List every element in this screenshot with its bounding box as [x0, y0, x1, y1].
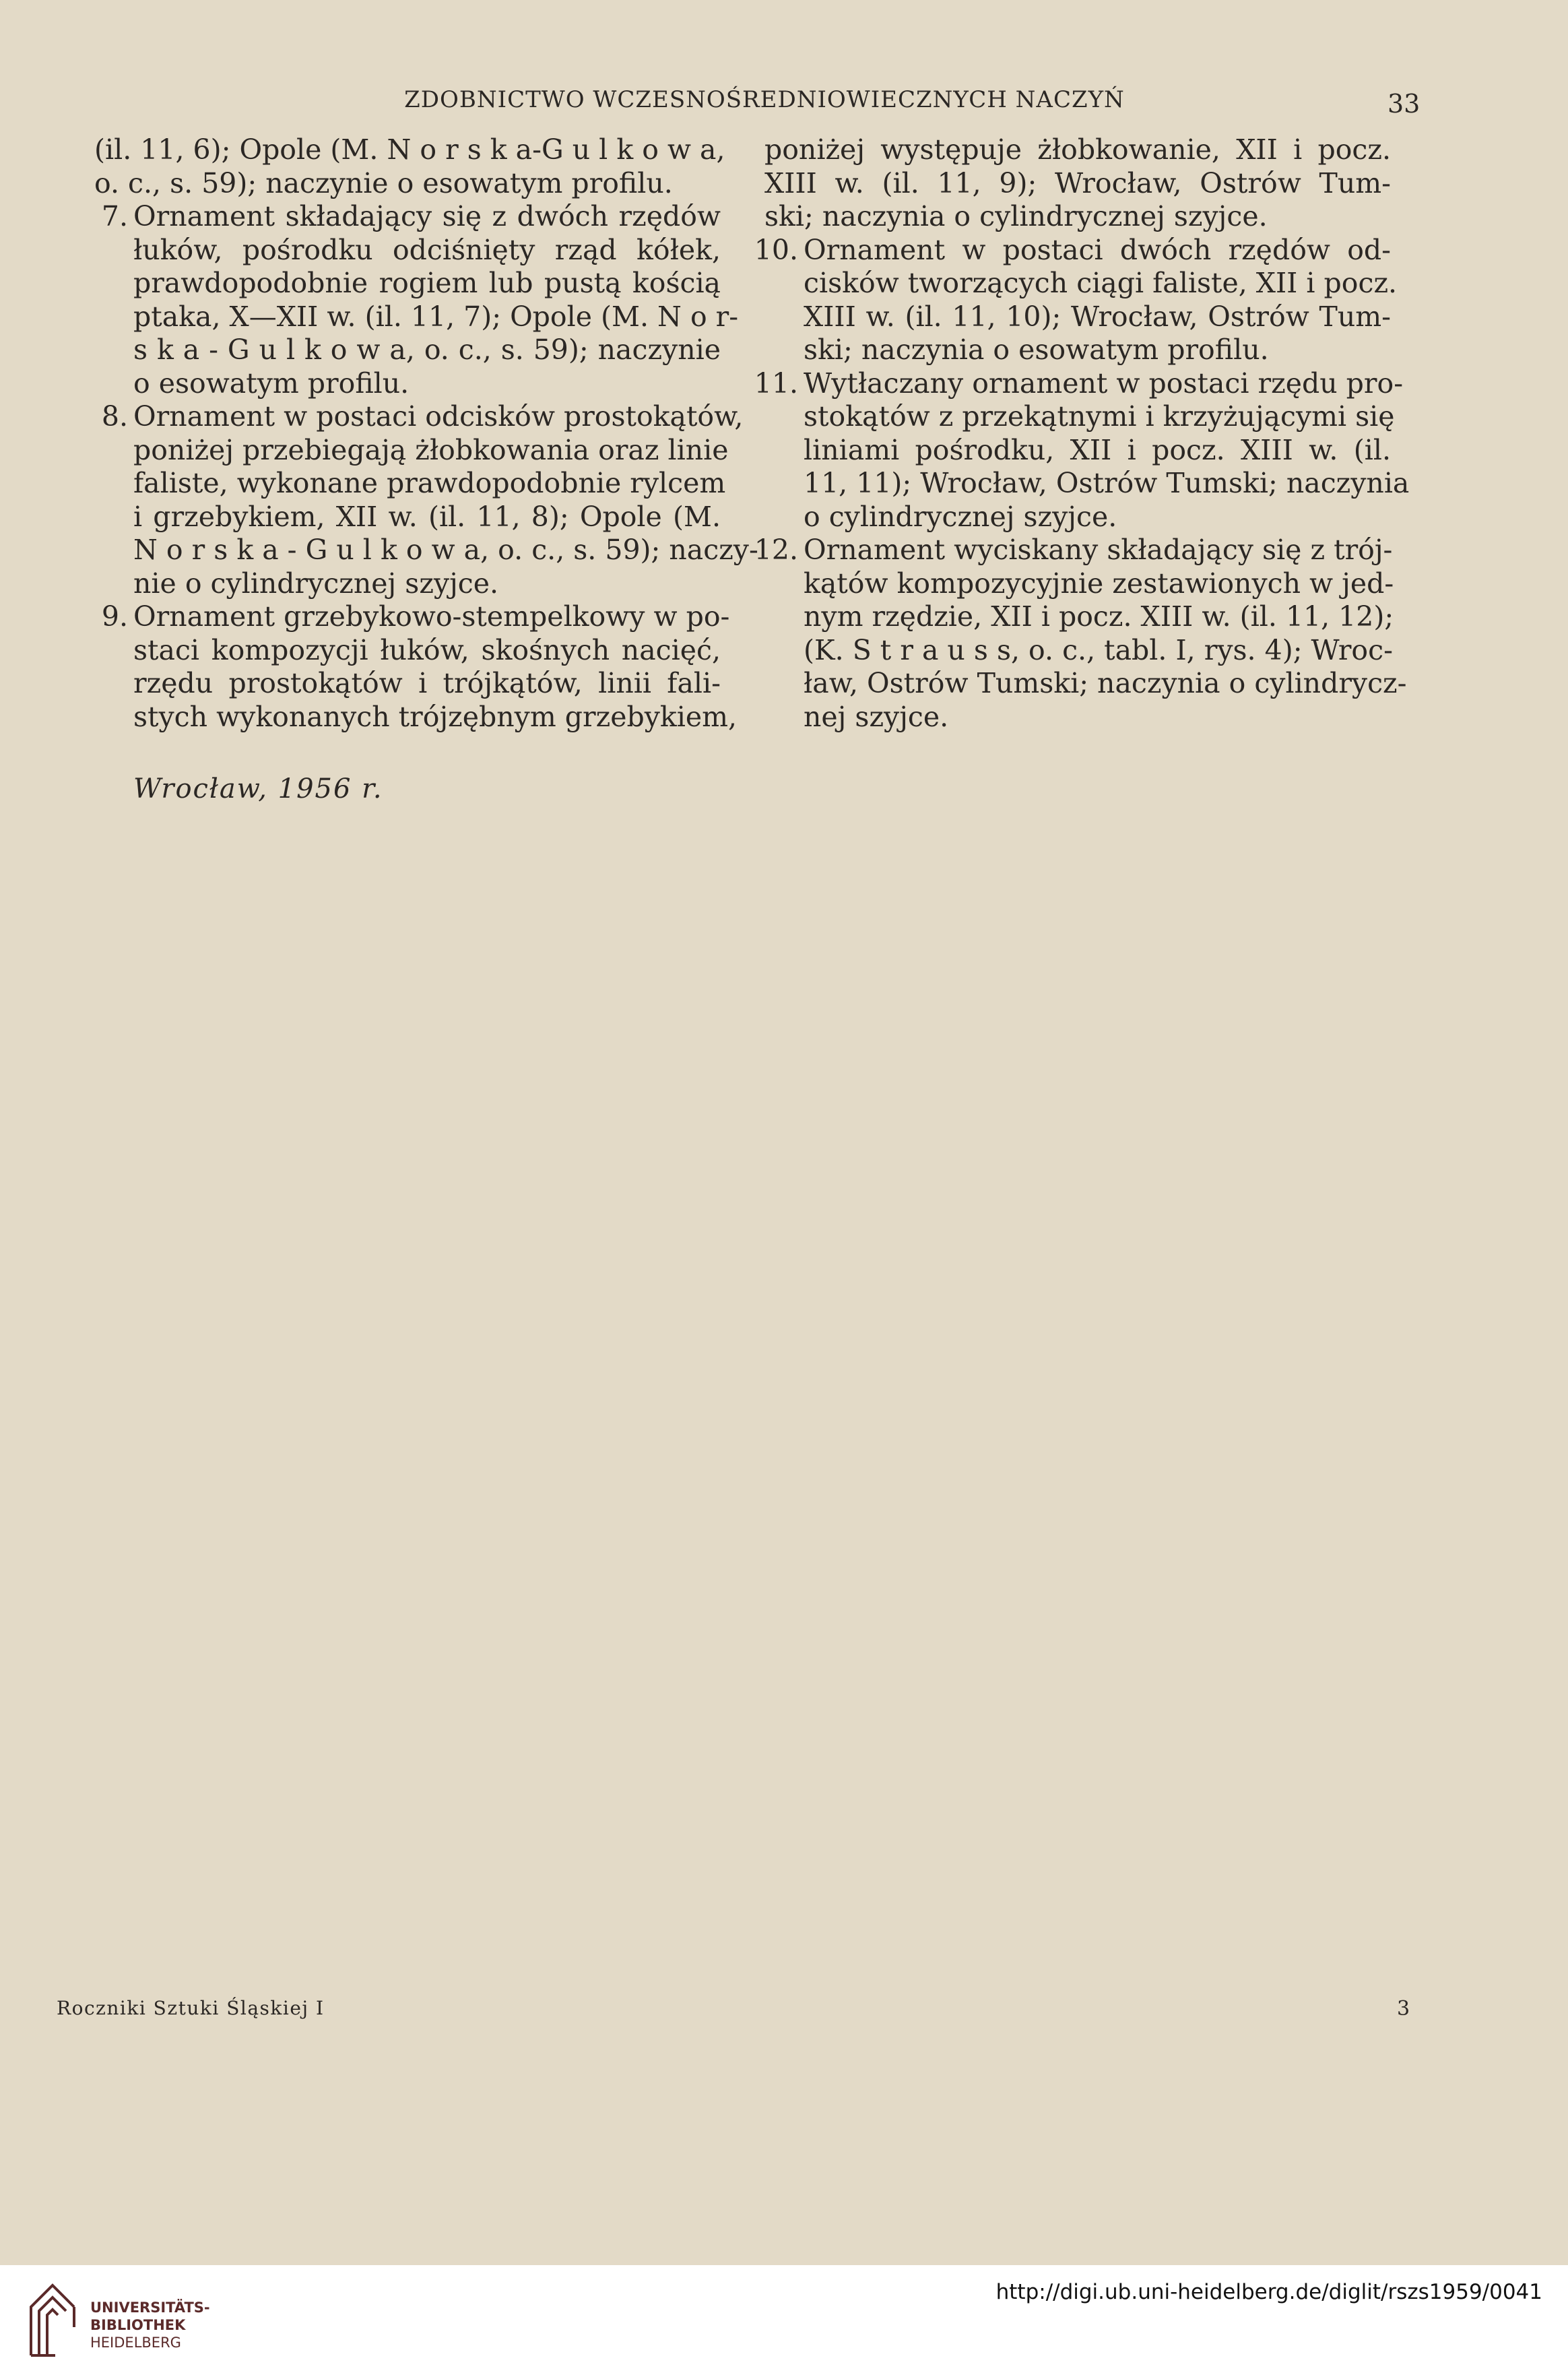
item-text	[804, 367, 1410, 534]
library-logo[interactable]	[26, 2280, 362, 2368]
item-number: 9.	[101, 600, 128, 633]
text-line: XIII w. (il. 11, 10); Wrocław, Ostrów Tum-	[804, 300, 1391, 333]
list-item-8	[94, 400, 758, 600]
logo-line: UNIVERSITÄTS-	[90, 2299, 210, 2316]
text-line: ski; naczynia o esowatym profilu.	[804, 334, 1269, 366]
place-date: Wrocław, 1956 r.	[133, 773, 383, 804]
text-line: ław, Ostrów Tumski; naczynia o cylindrycz-	[804, 667, 1407, 699]
text-line: ptaka, X—XII w. (il. 11, 7); Opole (M. N o r-	[133, 300, 739, 333]
item-text	[133, 600, 737, 734]
text-line: Ornament w postaci dwóch rzędów od-	[804, 233, 1391, 266]
digitization-bar	[0, 2265, 1568, 2379]
footer-signature-number: 3	[1397, 1997, 1410, 2021]
text-line: kątów kompozycyjnie zestawionych w jed-	[804, 567, 1394, 600]
item-number: 7.	[101, 200, 128, 232]
item-number: 12.	[754, 534, 798, 566]
text-line: poniżej występuje żłobkowanie, XII i pocz.	[764, 133, 1391, 166]
text-line: faliste, wykonane prawdopodobnie rylcem	[133, 467, 726, 499]
list-item-9	[94, 600, 737, 734]
text-line: cisków tworzących ciągi faliste, XII i pocz.	[804, 267, 1398, 299]
permalink-url[interactable]: http://digi.ub.uni-heidelberg.de/diglit/rszs1959/0041	[995, 2280, 1542, 2304]
list-item-7	[94, 200, 739, 400]
text-line: ski; naczynia o cylindrycznej szyjce.	[764, 200, 1268, 232]
text-line: Ornament wyciskany składający się z trój-	[804, 534, 1393, 566]
footer-journal-title: Roczniki Sztuki Śląskiej I	[57, 1997, 325, 2019]
text-line: prawdopodobnie rogiem lub pustą kością	[133, 267, 721, 299]
list-item-12	[754, 534, 1407, 734]
list-item-11	[754, 367, 1410, 534]
text-line: stych wykonanych trójzębnym grzebykiem,	[133, 700, 737, 733]
text-line: (K. S t r a u s s, o. c., tabl. I, rys. 4); Wroc-	[804, 633, 1393, 666]
text-line: rzędu prostokątów i trójkątów, linii fali-	[133, 667, 721, 699]
left-column	[94, 133, 758, 734]
text-line: nie o cylindrycznej szyjce.	[133, 567, 499, 600]
text-line: Ornament grzebykowo-stempelkowy w po-	[133, 600, 730, 633]
text-line: XIII w. (il. 11, 9); Wrocław, Ostrów Tum-	[764, 166, 1391, 199]
item-number: 10.	[754, 233, 798, 266]
text-line: o. c., s. 59); naczynie o esowatym profilu.	[94, 166, 673, 199]
logo-line: BIBLIOTHEK	[90, 2317, 186, 2333]
text-line: (il. 11, 6); Opole (M. N o r s k a-G u l k o w a,	[94, 133, 725, 166]
text-line: nym rzędzie, XII i pocz. XIII w. (il. 11, 12);	[804, 600, 1394, 633]
text-line: 11, 11); Wrocław, Ostrów Tumski; naczynia	[804, 467, 1410, 499]
text-line: o cylindrycznej szyjce.	[804, 500, 1117, 533]
item-number: 8.	[101, 400, 128, 433]
text-line: s k a - G u l k o w a, o. c., s. 59); naczynie	[133, 334, 721, 366]
library-emblem-icon	[26, 2280, 79, 2361]
text-line: liniami pośrodku, XII i pocz. XIII w. (il.	[804, 433, 1391, 466]
text-line: Ornament składający się z dwóch rzędów	[133, 200, 721, 232]
right-column	[754, 133, 1410, 734]
continuation-paragraph	[764, 133, 1391, 234]
item-text	[804, 233, 1398, 367]
text-line: Ornament w postaci odcisków prostokątów,	[133, 400, 744, 433]
item-text	[804, 534, 1407, 734]
item-number: 11.	[754, 367, 798, 400]
text-line: Wytłaczany ornament w postaci rzędu pro-	[804, 367, 1404, 400]
text-line: nej szyjce.	[804, 700, 949, 733]
running-head: ZDOBNICTWO WCZESNOŚREDNIOWIECZNYCH NACZYŃ	[404, 86, 1125, 113]
list-item-10	[754, 233, 1398, 367]
page-number: 33	[1387, 89, 1420, 119]
text-line: stokątów z przekątnymi i krzyżującymi się	[804, 400, 1395, 433]
text-line: łuków, pośrodku odciśnięty rząd kółek,	[133, 233, 721, 266]
text-line: poniżej przebiegają żłobkowania oraz linie	[133, 433, 729, 466]
text-line: N o r s k a - G u l k o w a, o. c., s. 59); naczy-	[133, 534, 758, 566]
continuation-paragraph	[94, 133, 725, 200]
library-name	[90, 2299, 210, 2351]
logo-line: HEIDELBERG	[90, 2335, 181, 2351]
item-text	[133, 200, 739, 400]
text-line: o esowatym profilu.	[133, 367, 410, 400]
text-line: staci kompozycji łuków, skośnych nacięć,	[133, 633, 721, 666]
text-line: i grzebykiem, XII w. (il. 11, 8); Opole (M.	[133, 500, 721, 533]
item-text	[133, 400, 758, 600]
